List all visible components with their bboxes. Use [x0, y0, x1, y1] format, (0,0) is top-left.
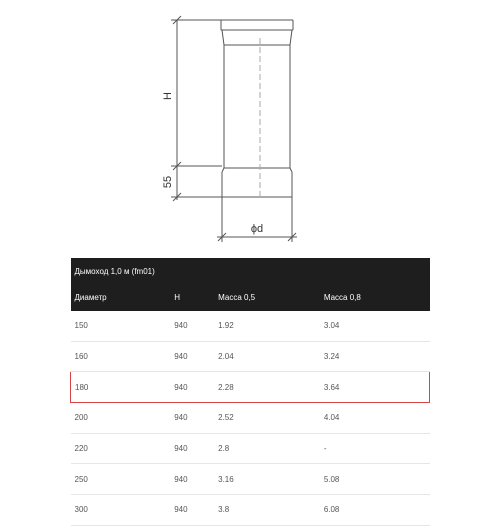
- cell-h: 940: [170, 433, 214, 464]
- cell-diameter: 160: [71, 341, 171, 372]
- table-row: [71, 495, 430, 526]
- cell-mass-08: 5.08: [320, 464, 430, 495]
- column-header-diameter: Диаметр: [71, 284, 171, 311]
- cell-mass-08: 3.24: [320, 341, 430, 372]
- cell-mass-05: 1.92: [214, 311, 320, 341]
- table-row: [71, 433, 430, 464]
- diameter-label: ϕd: [250, 223, 264, 235]
- pipe-socket-outline: [222, 168, 292, 197]
- cell-h: 940: [170, 311, 214, 341]
- socket-length-label: 55: [162, 175, 174, 189]
- cell-diameter: 180: [71, 372, 171, 403]
- cell-h: 940: [170, 372, 214, 403]
- cell-diameter: 300: [71, 495, 171, 526]
- cell-h: 940: [170, 403, 214, 434]
- table-header-row: [71, 284, 430, 311]
- pipe-body-outline: [224, 45, 290, 168]
- height-label: H: [162, 92, 174, 100]
- column-header-mass-08: Масса 0,8: [320, 284, 430, 311]
- column-header-mass-05: Масса 0,5: [214, 284, 320, 311]
- cell-mass-08: -: [320, 433, 430, 464]
- cell-h: 940: [170, 341, 214, 372]
- table-row: [71, 403, 430, 434]
- pipe-top-rim: [221, 20, 293, 45]
- cell-mass-05: 2.04: [214, 341, 320, 372]
- cell-diameter: 200: [71, 403, 171, 434]
- cell-mass-05: 3.16: [214, 464, 320, 495]
- cell-mass-08: 6.08: [320, 495, 430, 526]
- table-row: [71, 311, 430, 341]
- cell-h: 940: [170, 495, 214, 526]
- table-title: Дымоход 1,0 м (fm01): [71, 258, 430, 284]
- cell-mass-08: 3.04: [320, 311, 430, 341]
- cell-h: 940: [170, 464, 214, 495]
- table-title-row: [71, 258, 430, 284]
- cell-mass-05: 2.52: [214, 403, 320, 434]
- cell-mass-05: 2.28: [214, 372, 320, 403]
- column-header-h: H: [170, 284, 214, 311]
- pipe-technical-drawing: [0, 0, 500, 252]
- cell-diameter: 220: [71, 433, 171, 464]
- cell-diameter: 150: [71, 311, 171, 341]
- cell-mass-08: 3.64: [320, 372, 430, 403]
- cell-mass-05: 2.8: [214, 433, 320, 464]
- spec-table: [70, 258, 430, 526]
- cell-mass-08: 4.04: [320, 403, 430, 434]
- cell-diameter: 250: [71, 464, 171, 495]
- table-row: [71, 341, 430, 372]
- table-row-highlighted: [71, 372, 430, 403]
- cell-mass-05: 3.8: [214, 495, 320, 526]
- table-row: [71, 464, 430, 495]
